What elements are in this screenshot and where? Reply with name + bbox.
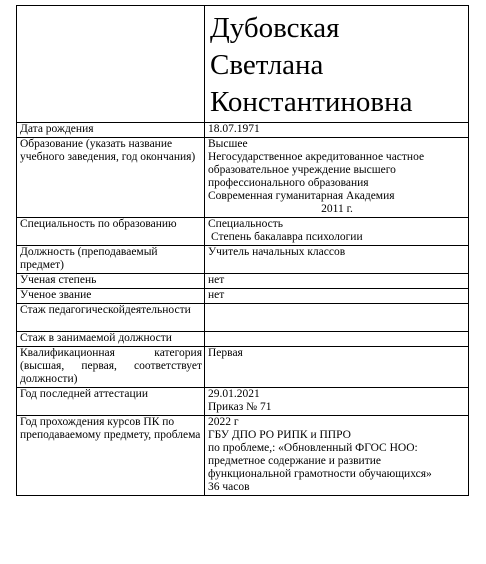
row-label: Год прохождения курсов ПК по преподаваемому предмету, проблема bbox=[17, 416, 205, 496]
academic-title: нет bbox=[208, 289, 225, 301]
row-specialty bbox=[17, 218, 469, 246]
qualification-category: Первая bbox=[208, 347, 243, 359]
attestation-order: Приказ № 71 bbox=[208, 401, 272, 413]
row-label: Квалификационная категория (высшая, первая, соответствует должности) bbox=[17, 347, 205, 388]
graduation-year: 2011 г. bbox=[321, 203, 353, 215]
row-education bbox=[17, 138, 469, 218]
row-label: Должность (преподаваемый предмет) bbox=[17, 246, 205, 274]
row-label: Ученое звание bbox=[17, 289, 205, 304]
row-label: Год последней аттестации bbox=[17, 388, 205, 416]
row-label: Ученая степень bbox=[17, 274, 205, 289]
course-topic: по проблеме,: «Обновленный ФГОС НОО: предметное содержание и развитие функциональной грамотности обучающихся» bbox=[208, 442, 432, 480]
row-courses bbox=[17, 416, 469, 496]
row-label: Специальность по образованию bbox=[17, 218, 205, 246]
full-name bbox=[205, 6, 469, 123]
position: Учитель начальных классов bbox=[208, 246, 346, 258]
row-value bbox=[205, 218, 469, 246]
row-teaching-experience bbox=[17, 304, 469, 332]
row-position bbox=[17, 246, 469, 274]
row-value bbox=[205, 138, 469, 218]
education-level: Высшее bbox=[208, 138, 248, 150]
row-value bbox=[205, 388, 469, 416]
row-value bbox=[205, 246, 469, 274]
institution-type: Негосударственное акредитованное частное образовательное учреждение высшего профессионального образования bbox=[208, 151, 425, 189]
row-value bbox=[205, 289, 469, 304]
row-label: Стаж в занимаемой должности bbox=[17, 332, 205, 347]
birth-date: 18.07.1971 bbox=[208, 123, 260, 135]
row-value bbox=[205, 332, 469, 347]
row-position-experience bbox=[17, 332, 469, 347]
row-label: Образование (указать название учебного заведения, год окончания) bbox=[17, 138, 205, 218]
patronymic: Константиновна bbox=[210, 86, 413, 118]
surname: Дубовская bbox=[210, 12, 340, 44]
name-row bbox=[17, 6, 469, 123]
first-name: Светлана bbox=[210, 49, 324, 81]
course-hours: 36 часов bbox=[208, 481, 250, 493]
specialty-heading: Специальность bbox=[208, 218, 283, 230]
row-academic-title bbox=[17, 289, 469, 304]
row-value bbox=[205, 304, 469, 332]
academic-degree: нет bbox=[208, 274, 225, 286]
course-institution: ГБУ ДПО РО РИПК и ППРО bbox=[208, 429, 351, 441]
row-birth-date bbox=[17, 123, 469, 138]
row-label: Стаж педагогическойдеятельности bbox=[17, 304, 205, 332]
row-label: Дата рождения bbox=[17, 123, 205, 138]
specialty-degree: Степень бакалавра психологии bbox=[211, 231, 363, 243]
course-year: 2022 г bbox=[208, 416, 239, 428]
institution-name: Современная гуманитарная Академия bbox=[208, 190, 395, 202]
row-value bbox=[205, 274, 469, 289]
row-value bbox=[205, 347, 469, 388]
row-academic-degree bbox=[17, 274, 469, 289]
row-qualification bbox=[17, 347, 469, 388]
attestation-date: 29.01.2021 bbox=[208, 388, 260, 400]
row-value bbox=[205, 123, 469, 138]
empty-cell bbox=[17, 6, 205, 123]
row-value bbox=[205, 416, 469, 496]
row-last-attestation bbox=[17, 388, 469, 416]
profile-table bbox=[16, 5, 469, 496]
